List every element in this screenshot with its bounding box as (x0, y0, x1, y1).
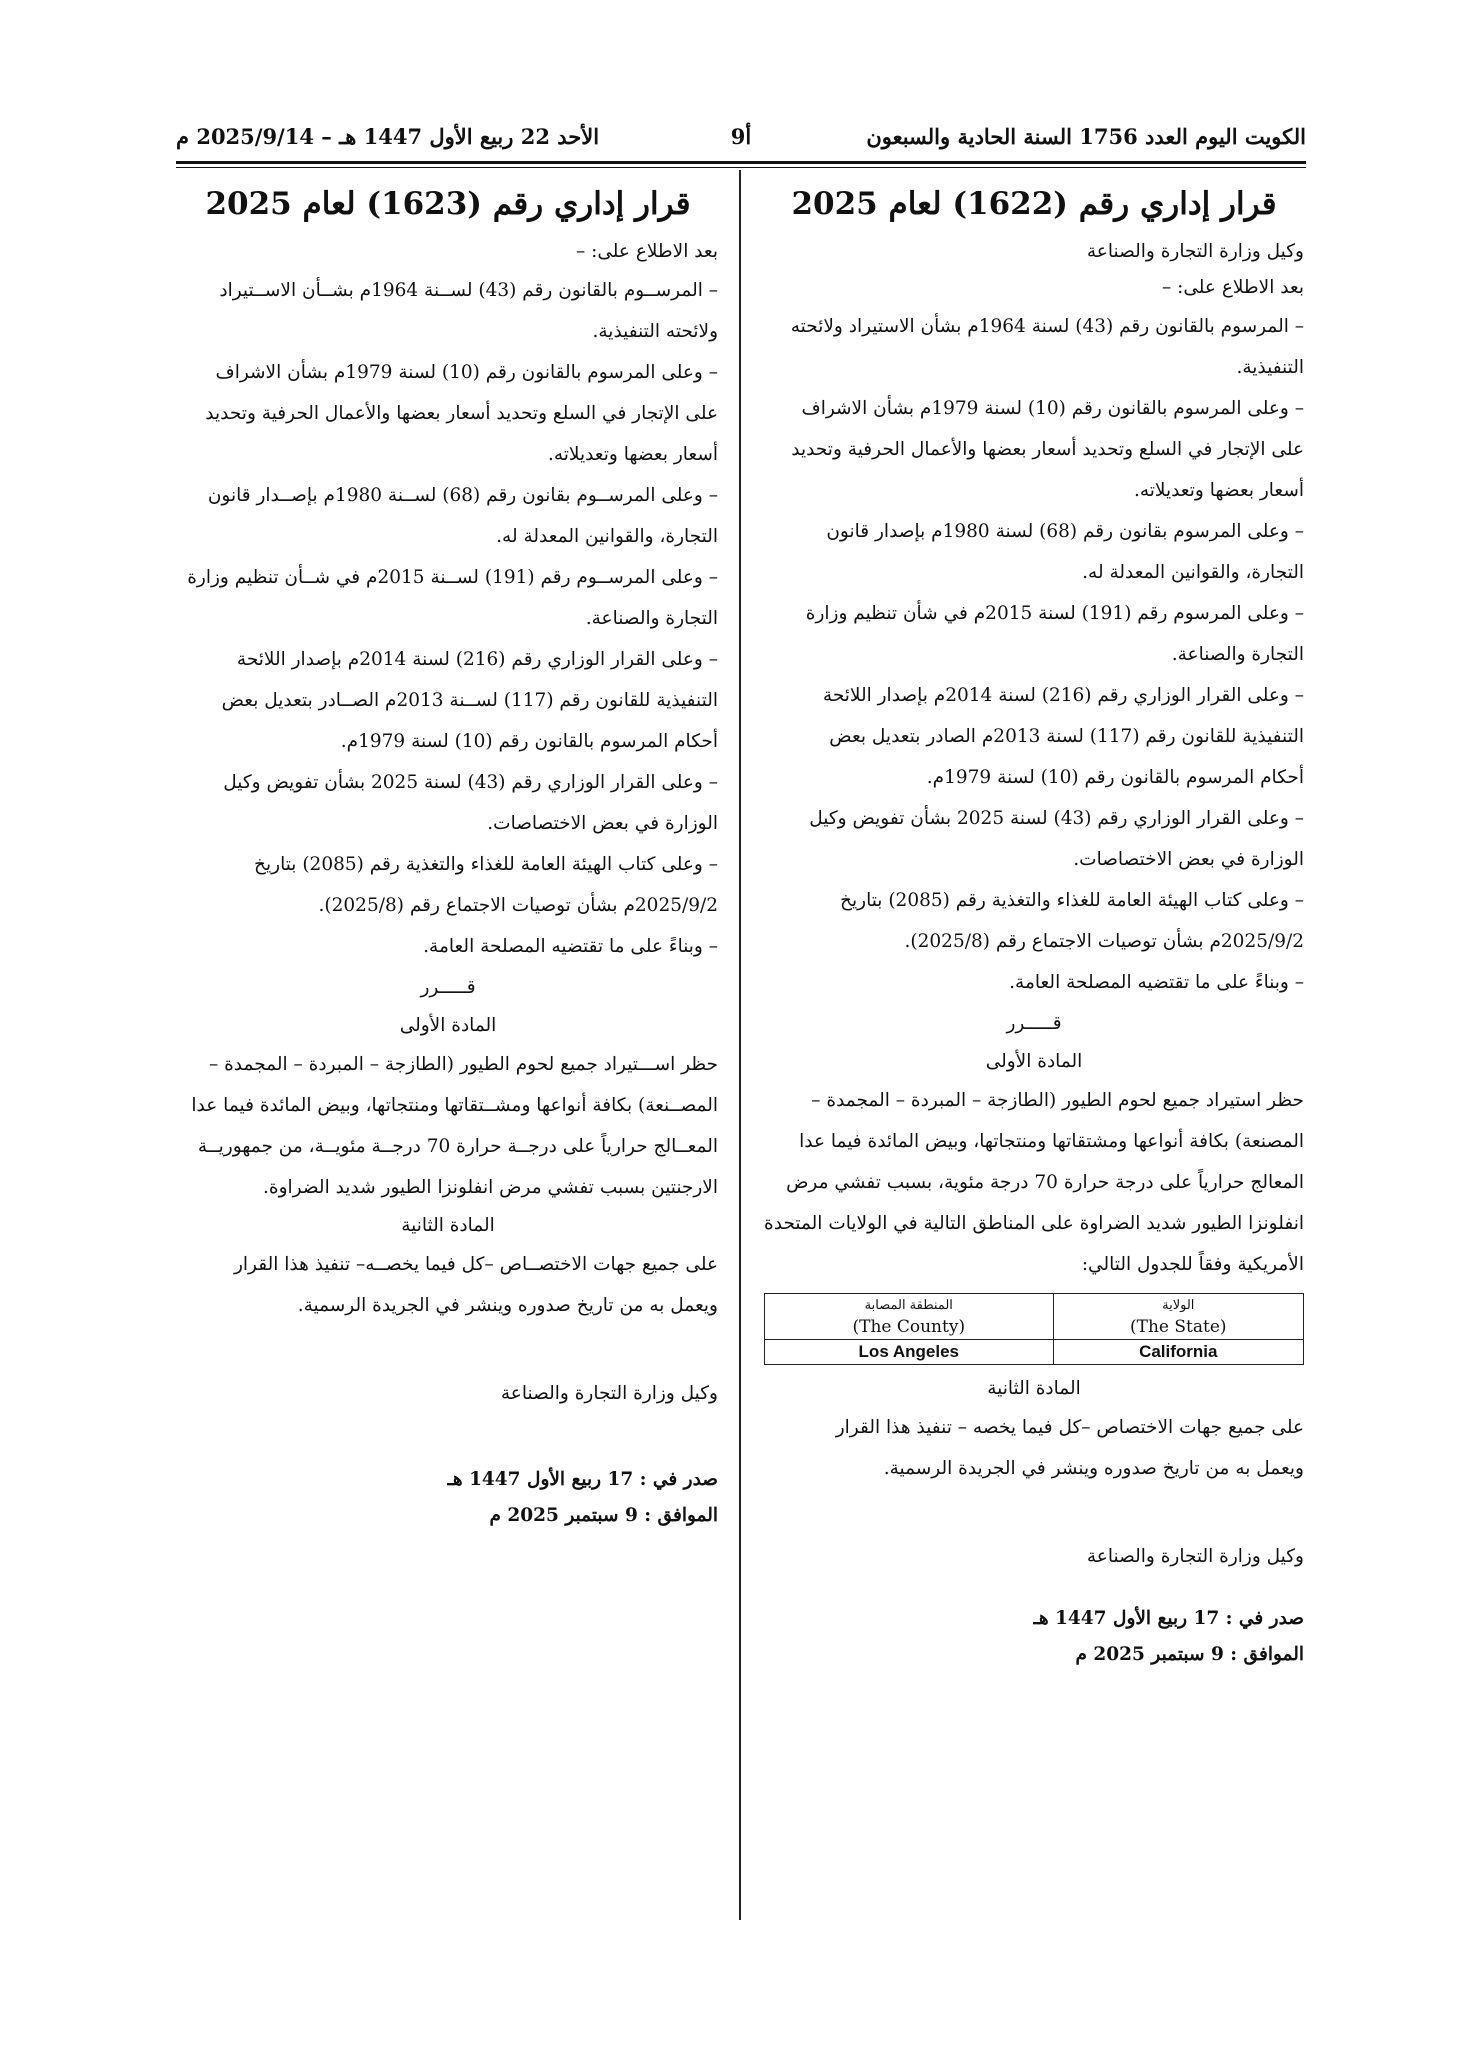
article2-line: على جميع جهات الاختصــاص –كل فيما يخصــه– تنفيذ هذا القرار (233, 1254, 718, 1275)
decided-heading: قـــــرر (1006, 1013, 1062, 1034)
preamble-line: ولائحته التنفيذية. (592, 321, 718, 342)
state-header-en: (The State) (1053, 1315, 1303, 1340)
signature: وكيل وزارة التجارة والصناعة (500, 1383, 718, 1404)
gregorian-date: الموافق : 9 سبتمبر 2025 م (1075, 1644, 1304, 1665)
preamble-line: – وعلى المرســوم رقم (191) لســنة 2015م في شــأن تنظيم وزارة (187, 567, 718, 588)
county-header-ar: المنطقة المصابة (765, 1294, 1054, 1316)
preamble-line: 2025/9/2م بشأن توصيات الاجتماع رقم (2025/8). (318, 895, 718, 916)
state-header-ar: الولاية (1053, 1294, 1303, 1316)
decision-1623-title: قرار إداري رقم (1623) لعام 2025 (205, 186, 691, 222)
preamble-line: – وعلى القرار الوزاري رقم (43) لسنة 2025 بشأن تفويض وكيل (223, 772, 718, 793)
preamble-line: التجارة والصناعة. (1171, 644, 1304, 665)
preamble-line: أسعار بعضها وتعديلاته. (1133, 480, 1304, 501)
header-rule-thick (176, 161, 1306, 164)
preamble-line: – وعلى كتاب الهيئة العامة للغذاء والتغذية رقم (2085) بتاريخ (254, 854, 718, 875)
preamble-line: أسعار بعضها وتعديلاته. (547, 444, 718, 465)
preamble-line: بعد الاطلاع على: – (576, 241, 718, 262)
preamble-line: – وعلى كتاب الهيئة العامة للغذاء والتغذية رقم (2085) بتاريخ (840, 890, 1304, 911)
article1-heading: المادة الأولى (399, 1015, 497, 1036)
article1-line: المعــالج حرارياً على درجــة حرارة 70 درجــة مئويــة، من جمهوريــة (197, 1136, 718, 1157)
preamble-line: – وعلى المرسوم رقم (191) لسنة 2015م في شأن تنظيم وزارة (805, 603, 1304, 624)
preamble-line: بعد الاطلاع على: – (1162, 277, 1304, 298)
state-cell: California (1053, 1340, 1303, 1365)
preamble-line: التجارة، والقوانين المعدلة له. (1082, 562, 1304, 583)
preamble-line: – وعلى القرار الوزاري رقم (216) لسنة 2014م بإصدار اللائحة (822, 685, 1304, 706)
decided-heading: قـــــرر (420, 977, 476, 998)
preamble-line: – وعلى القرار الوزاري رقم (216) لسنة 2014م بإصدار اللائحة (236, 649, 718, 670)
preamble-line: – وبناءً على ما تقتضيه المصلحة العامة. (423, 936, 718, 957)
preamble-line: التنفيذية للقانون رقم (117) لسنة 2013م الصادر بتعديل بعض (829, 726, 1304, 747)
article1-line: المصــنعة) بكافة أنواعها ومشــتقاتها ومنتجاتها، وبيض المائدة فيما عدا (191, 1095, 718, 1116)
preamble-line: – وبناءً على ما تقتضيه المصلحة العامة. (1009, 972, 1304, 993)
preamble-line: على الإتجار في السلع وتحديد أسعار بعضها والأعمال الحرفية وتحديد (791, 439, 1304, 460)
header-publication: الكويت اليوم العدد 1756 السنة الحادية والسبعون (866, 124, 1306, 149)
preamble-line: الوزارة في بعض الاختصاصات. (1073, 849, 1304, 870)
preamble-line: على الإتجار في السلع وتحديد أسعار بعضها والأعمال الحرفية وتحديد (205, 403, 718, 424)
issue-date: صدر في : 17 ربيع الأول 1447 هـ (1033, 1608, 1304, 1629)
affected-areas-table (764, 1293, 1304, 1365)
preamble-line: – وعلى المرسوم بالقانون رقم (10) لسنة 1979م بشأن الاشراف (215, 362, 718, 383)
article1-line: الارجنتين بسبب تفشي مرض انفلونزا الطيور شديد الضراوة. (263, 1177, 718, 1198)
article1-heading: المادة الأولى (985, 1051, 1083, 1072)
gregorian-date: الموافق : 9 سبتمبر 2025 م (489, 1505, 718, 1526)
county-header-en: (The County) (765, 1315, 1054, 1340)
preamble-line: أحكام المرسوم بالقانون رقم (10) لسنة 1979م. (926, 767, 1304, 788)
preamble-line: 2025/9/2م بشأن توصيات الاجتماع رقم (2025/8). (904, 931, 1304, 952)
preamble-line: – وعلى المرسوم بالقانون رقم (10) لسنة 1979م بشأن الاشراف (801, 398, 1304, 419)
article2-heading: المادة الثانية (401, 1215, 495, 1236)
article1-line: حظر اســـتيراد جميع لحوم الطيور (الطازجة – المبردة – المجمدة – (208, 1054, 718, 1075)
decision-1623-column (178, 180, 718, 1534)
article2-line: ويعمل به من تاريخ صدوره وينشر في الجريدة الرسمية. (297, 1295, 718, 1316)
decision-1622-column (764, 180, 1304, 1673)
table-row (765, 1340, 1304, 1365)
article1-line: حظر استيراد جميع لحوم الطيور (الطازجة – المبردة – المجمدة – (811, 1090, 1304, 1111)
preamble-line: الوزارة في بعض الاختصاصات. (487, 813, 718, 834)
signature: وكيل وزارة التجارة والصناعة (1086, 1546, 1304, 1567)
preamble-line: التجارة، والقوانين المعدلة له. (496, 526, 718, 547)
preamble-line: التنفيذية للقانون رقم (117) لســنة 2013م الصــادر بتعديل بعض (221, 690, 718, 711)
article1-line: الأمريكية وفقاً للجدول التالي: (1081, 1254, 1304, 1275)
article1-line: المعالج حرارياً على درجة حرارة 70 درجة مئوية، بسبب تفشي مرض (786, 1172, 1304, 1193)
preamble-line: – المرســوم بالقانون رقم (43) لســنة 1964م بشــأن الاســتيراد (219, 280, 718, 301)
preamble-line: التنفيذية. (1236, 357, 1304, 378)
article1-line: انفلونزا الطيور شديد الضراوة على المناطق التالية في الولايات المتحدة (764, 1213, 1304, 1234)
column-divider (739, 170, 741, 1920)
issuer-line: وكيل وزارة التجارة والصناعة (1086, 241, 1304, 262)
article2-line: ويعمل به من تاريخ صدوره وينشر في الجريدة الرسمية. (883, 1458, 1304, 1479)
preamble-line: – وعلى القرار الوزاري رقم (43) لسنة 2025 بشأن تفويض وكيل (809, 808, 1304, 829)
issue-date: صدر في : 17 ربيع الأول 1447 هـ (447, 1469, 718, 1490)
header-page-number: أ9 (730, 124, 752, 149)
article2-heading: المادة الثانية (987, 1378, 1081, 1399)
preamble-line: – وعلى المرســوم بقانون رقم (68) لســنة 1980م بإصــدار قانون (207, 485, 718, 506)
header-date: الأحد 22 ربيع الأول 1447 هـ – 2025/9/14 م (176, 124, 600, 149)
preamble-line: التجارة والصناعة. (585, 608, 718, 629)
preamble-line: – وعلى المرسوم بقانون رقم (68) لسنة 1980م بإصدار قانون (826, 521, 1304, 542)
preamble-line: أحكام المرسوم بالقانون رقم (10) لسنة 1979م. (340, 731, 718, 752)
preamble-line: – المرسوم بالقانون رقم (43) لسنة 1964م بشأن الاستيراد ولائحته (790, 316, 1304, 337)
decision-1622-title: قرار إداري رقم (1622) لعام 2025 (791, 186, 1277, 222)
county-cell: Los Angeles (765, 1340, 1054, 1365)
article1-line: المصنعة) بكافة أنواعها ومشتقاتها ومنتجاتها، وبيض المائدة فيما عدا (799, 1131, 1304, 1152)
header-rule-thin (176, 167, 1306, 168)
article2-line: على جميع جهات الاختصاص –كل فيما يخصه – تنفيذ هذا القرار (835, 1417, 1304, 1438)
page-header (176, 118, 1306, 160)
